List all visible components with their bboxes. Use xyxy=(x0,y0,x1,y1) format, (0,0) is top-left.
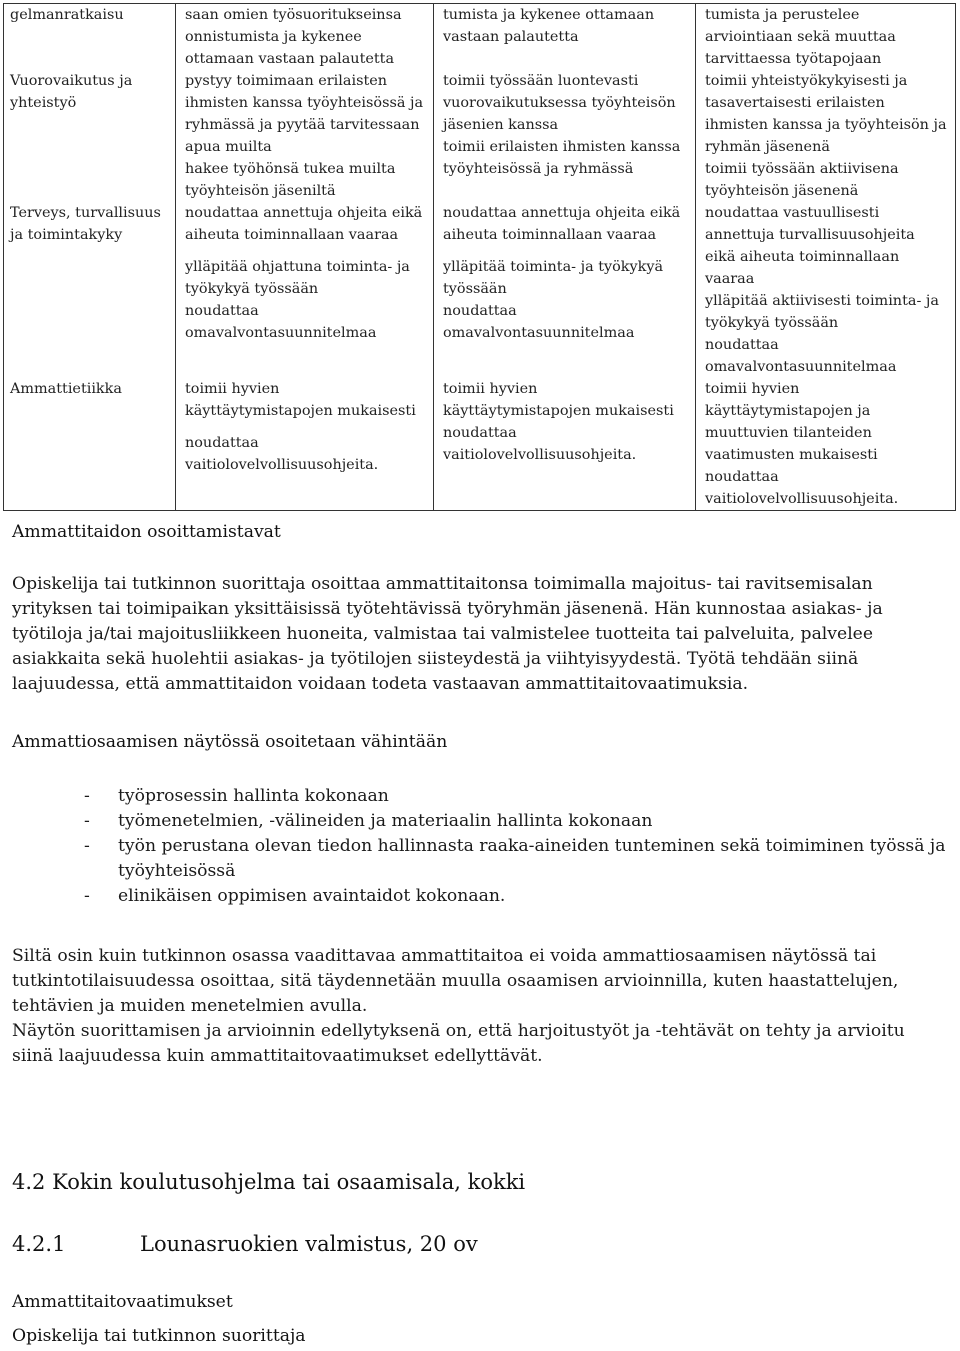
criterion-text: hakee työhönsä tukea muilta työyhteisön jäseniltä xyxy=(185,161,396,199)
demonstration-heading: Ammattitaidon osoittamistavat xyxy=(12,522,281,542)
criterion-text: noudattaa vaitiolovelvollisuusohjeita. xyxy=(443,425,637,463)
level-3-cell xyxy=(696,202,956,378)
list-intro: Ammattiosaamisen näytössä osoitetaan vähintään xyxy=(12,732,448,752)
criterion-text: toimii hyvien käyttäytymistapojen ja muuttuvien tilanteiden vaatimusten mukaisesti xyxy=(705,381,878,463)
criterion-text: toimii erilaisten ihmisten kanssa työyhteisössä ja ryhmässä xyxy=(443,139,681,177)
criterion-text: toimii yhteistyökykyisesti ja tasavertaisesti erilaisten ihmisten kanssa ja työyhteisön ja ryhmän jäsenenä xyxy=(705,73,947,155)
assessment-criteria-table xyxy=(3,3,956,511)
level-3-cell xyxy=(696,70,956,202)
list-item xyxy=(12,884,947,909)
level-3-cell xyxy=(696,378,956,511)
supplementary-paragraph: Siltä osin kuin tutkinnon osassa vaadittavaa ammattitaitoa ei voida ammattiosaamisen näytössä tai tutkintotilaisuudessa osoittaa, sitä täydennetään muulla osaamisen arvioinnilla, kuten haastattelujen, tehtävien ja muiden menetelmien avulla. xyxy=(12,946,899,1016)
table-row xyxy=(4,4,956,71)
requirements-list-block xyxy=(12,784,947,909)
level-1-cell xyxy=(176,202,434,378)
criterion-text: ylläpitää ohjattuna toiminta- ja työkykyä työssään xyxy=(185,259,410,297)
criterion-text: toimii työssään aktiivisena työyhteisön jäsenenä xyxy=(705,161,899,199)
table-row xyxy=(4,70,956,202)
prerequisite-paragraph: Näytön suorittamisen ja arvioinnin edellytyksenä on, että harjoitustyöt ja -tehtävät on tehty ja arvioitu siinä laajuudessa kuin ammattitaitovaatimukset edellyttävät. xyxy=(12,1021,905,1066)
demonstration-paragraph: Opiskelija tai tutkinnon suorittaja osoittaa ammattitaitonsa toimimalla majoitus- tai ravitsemisalan yrityksen tai toimipaikan yksittäisissä työtehtävissä työryhmän jäsenenä. Hän kunnostaa asiakas- ja työtiloja ja/tai majoitusliikkeen huoneita, valmistaa tai valmistelee tuotteita tai palveluita, palvelee asiakkaita sekä huolehtii asiakas- ja työtilojen siisteydestä ja viihtyisyydestä. Työtä tehdään siinä laajuudessa, että ammattitaidon voidaan todeta vastaavan ammattitaitovaatimuksia. xyxy=(12,574,883,694)
subsection-name: Lounasruokien valmistus, 20 ov xyxy=(140,1232,478,1256)
level-1-cell xyxy=(176,4,434,71)
list-item xyxy=(12,834,947,884)
list-item-text: työmenetelmien, -välineiden ja materiaalin hallinta kokonaan xyxy=(118,811,653,831)
level-1-cell xyxy=(176,70,434,202)
criterion-text: noudattaa vaitiolovelvollisuusohjeita. xyxy=(705,469,899,507)
list-dash: - xyxy=(84,786,90,806)
criterion-text: noudattaa vaitiolovelvollisuusohjeita. xyxy=(185,435,379,473)
criterion-text: saan omien työsuoritukseinsa onnistumista ja kykenee ottamaan vastaan palautetta xyxy=(185,7,402,67)
requirements-intro: Opiskelija tai tutkinnon suorittaja xyxy=(12,1326,306,1346)
list-item xyxy=(12,809,947,834)
criterion-label: Terveys, turvallisuus ja toimintakyky xyxy=(4,202,176,378)
level-2-cell xyxy=(434,70,696,202)
criterion-text: toimii työssään luontevasti vuorovaikutuksessa työyhteisön jäsenien kanssa xyxy=(443,73,676,133)
criterion-text: tumista ja kykenee ottamaan vastaan palautetta xyxy=(443,7,655,45)
demonstration-section xyxy=(12,572,947,697)
criterion-label: gelmanratkaisu xyxy=(4,4,176,71)
list-dash: - xyxy=(84,836,90,856)
criterion-text: tumista ja perustelee arviointiaan sekä muuttaa tarvittaessa työtapojaan xyxy=(705,7,896,67)
criterion-label: Vuorovaikutus ja yhteistyö xyxy=(4,70,176,202)
list-item-text: työn perustana olevan tiedon hallinnasta raaka-aineiden tunteminen sekä toimiminen työssä ja työyhteisössä xyxy=(118,836,946,881)
list-item-text: työprosessin hallinta kokonaan xyxy=(118,786,389,806)
section-title: 4.2 Kokin koulutusohjelma tai osaamisala, kokki xyxy=(12,1170,526,1194)
criterion-label: Ammattietiikka xyxy=(4,378,176,511)
level-2-cell xyxy=(434,4,696,71)
list-item xyxy=(12,784,947,809)
requirements-list xyxy=(12,784,947,909)
table-row xyxy=(4,202,956,378)
criterion-text: ylläpitää aktiivisesti toiminta- ja työkykyä työssään xyxy=(705,293,939,331)
subsection-title xyxy=(12,1230,478,1258)
criterion-text: toimii hyvien käyttäytymistapojen mukaisesti xyxy=(443,381,674,419)
criterion-text: toimii hyvien käyttäytymistapojen mukaisesti xyxy=(185,381,416,419)
list-item-text: elinikäisen oppimisen avaintaidot kokonaan. xyxy=(118,886,506,906)
level-3-cell xyxy=(696,4,956,71)
criterion-text: noudattaa vastuullisesti annettuja turvallisuusohjeita eikä aiheuta toiminnallaan vaaraa xyxy=(705,205,915,287)
criterion-text: ylläpitää toiminta- ja työkykyä työssään xyxy=(443,259,664,297)
criterion-text: noudattaa annettuja ohjeita eikä aiheuta toiminnallaan vaaraa xyxy=(443,205,681,243)
criterion-text: noudattaa omavalvontasuunnitelmaa xyxy=(185,303,377,341)
requirements-heading: Ammattitaitovaatimukset xyxy=(12,1292,233,1312)
level-2-cell xyxy=(434,202,696,378)
level-1-cell xyxy=(176,378,434,511)
subsection-number: 4.2.1 xyxy=(12,1232,66,1256)
list-dash: - xyxy=(84,886,90,906)
criterion-text: noudattaa omavalvontasuunnitelmaa xyxy=(705,337,897,375)
criterion-text: noudattaa omavalvontasuunnitelmaa xyxy=(443,303,635,341)
level-2-cell xyxy=(434,378,696,511)
supplementary-section xyxy=(12,944,947,1069)
table-row xyxy=(4,378,956,511)
criterion-text: noudattaa annettuja ohjeita eikä aiheuta toiminnallaan vaaraa xyxy=(185,205,423,243)
list-dash: - xyxy=(84,811,90,831)
criterion-text: pystyy toimimaan erilaisten ihmisten kanssa työyhteisössä ja ryhmässä ja pyytää tarvitessaan apua muilta xyxy=(185,73,424,155)
